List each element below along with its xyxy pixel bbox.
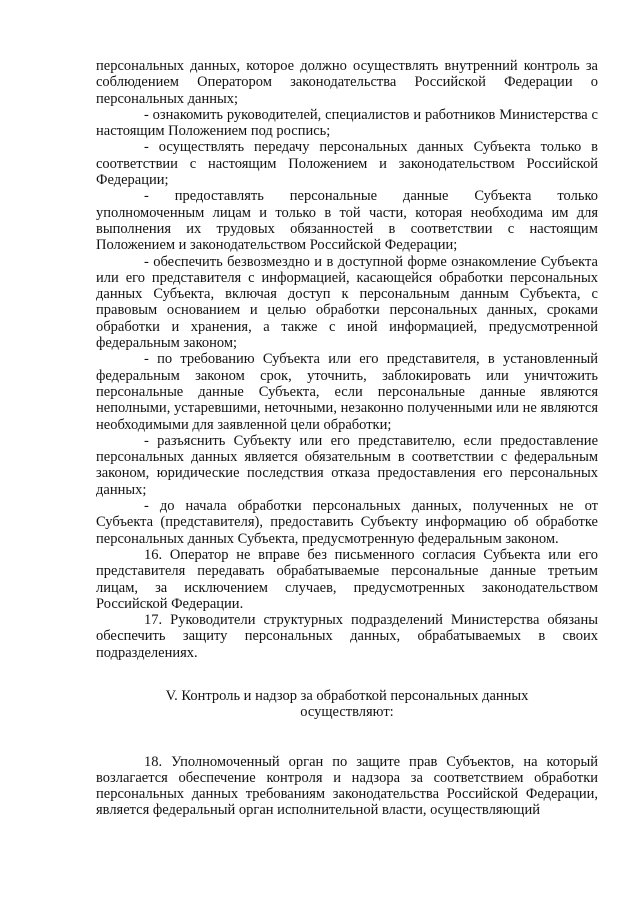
section-heading-line-2: осуществляют: bbox=[300, 704, 394, 721]
paragraph-16: 16. Оператор не вправе без письменного согласия Субъекта или его представителя передавать обрабатываемые персональные данные третьим лицам, за исключением случаев, предусмотренных законодательством Российской Федерации. bbox=[96, 546, 598, 612]
list-item-familiarize: - ознакомить руководителей, специалистов и работников Министерства с настоящим Положением под роспись; bbox=[96, 106, 598, 140]
section-heading-line-1: V. Контроль и надзор за обработкой персональных данных bbox=[165, 687, 529, 704]
list-item-transfer: - осуществлять передачу персональных данных Субъекта только в соответствии с настоящим Положением и законодательством Российской Федерации; bbox=[96, 139, 598, 189]
list-item-explain: - разъяснить Субъекту или его представителю, если предоставление персональных данных является обязательным в соответствии с федеральным законом, юридические последствия отказа предоставления его персональных данных; bbox=[96, 432, 598, 498]
paragraph-18: 18. Уполномоченный орган по защите прав Субъектов, на который возлагается обеспечение контроля и надзора за соответствием обработки персональных данных требованиям законодательства Российской Федерации, является федеральный орган исполнительной власти, осуществляющий bbox=[96, 753, 598, 819]
list-item-provide: - предоставлять персональные данные Субъекта только уполномоченным лицам и только в той части, которая необходима им для выполнения их трудовых обязанностей в соответствии с настоящим Положением и законодательством Российской Федерации; bbox=[96, 188, 598, 254]
document-body bbox=[96, 58, 598, 819]
paragraph-continuation: персональных данных, которое должно осуществлять внутренний контроль за соблюдением Оператором законодательства Российской Федерации о персональных данных; bbox=[96, 58, 598, 107]
list-item-correction: - по требованию Субъекта или его представителя, в установленный федеральным законом срок, уточнить, заблокировать или уничтожить персональные данные Субъекта, если персональные данные являются неполными, устаревшими, неточными, незаконно полученными или не являются необходимыми для заявленной цели обработки; bbox=[96, 351, 598, 433]
list-item-inform: - до начала обработки персональных данных, полученных не от Субъекта (представителя), предоставить Субъекту информацию об обработке персональных данных Субъекта, предусмотренную федеральным законом. bbox=[96, 498, 598, 547]
list-item-access: - обеспечить безвозмездно и в доступной форме ознакомление Субъекта или его представителя с информацией, касающейся обработки персональных данных Субъекта, включая доступ к персональным данным Субъекта, с правовым основанием и целью обработки персональных данных, сроками обработки и хранения, а также с иной информацией, предусмотренной федеральным законом; bbox=[96, 253, 598, 352]
paragraph-17: 17. Руководители структурных подразделений Министерства обязаны обеспечить защиту персональных данных, обрабатываемых в своих подразделениях. bbox=[96, 612, 598, 661]
section-heading bbox=[120, 688, 574, 721]
